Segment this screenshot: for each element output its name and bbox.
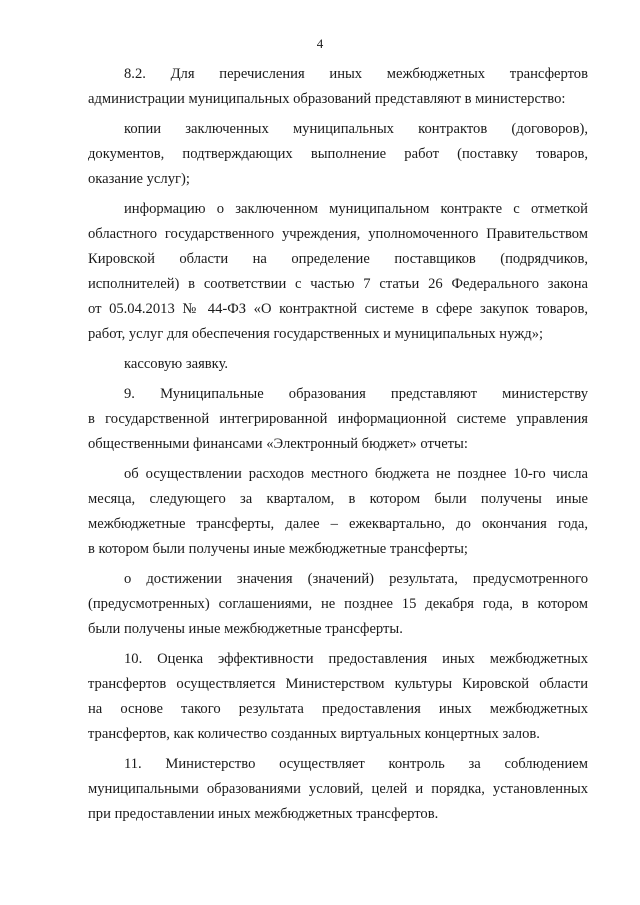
text-line: в котором были получены иные межбюджетные трансферты; (88, 541, 468, 557)
text-line: об осуществлении расходов местного бюджета не позднее 10-го числа (124, 466, 588, 482)
page-number: 4 (316, 36, 324, 51)
text-line: исполнителей) в соответствии с частью 7 статьи 26 Федерального закона (88, 276, 588, 292)
text-line: в государственной интегрированной информационной системе управления (88, 411, 588, 427)
text-line: на основе такого результата предоставления иных межбюджетных (88, 701, 588, 717)
text-line: документов, подтверждающих выполнение работ (поставку товаров, (88, 146, 588, 162)
text-line: межбюджетные трансферты, далее – ежеквартально, до окончания года, (88, 516, 588, 532)
text-line: оказание услуг); (88, 171, 190, 187)
text-line: месяца, следующего за кварталом, в котором были получены иные (88, 491, 588, 507)
text-line: 8.2. Для перечисления иных межбюджетных трансфертов (124, 66, 588, 82)
text-line: муниципальными образованиями условий, целей и порядка, установленных (88, 781, 588, 797)
text-line: 9. Муниципальные образования представляют министерству (124, 386, 588, 402)
text-line: информацию о заключенном муниципальном контракте с отметкой (124, 201, 588, 217)
text-line: 10. Оценка эффективности предоставления иных межбюджетных (124, 651, 588, 667)
text-line: областного государственного учреждения, уполномоченного Правительством (88, 226, 588, 242)
text-line: Кировской области на определение поставщиков (подрядчиков, (88, 251, 588, 267)
text-line: от 05.04.2013 № 44-ФЗ «О контрактной системе в сфере закупок товаров, (88, 301, 588, 317)
text-line: копии заключенных муниципальных контрактов (договоров), (124, 121, 588, 137)
text-line: 11. Министерство осуществляет контроль за соблюдением (124, 756, 588, 772)
text-line: (предусмотренных) соглашениями, не позднее 15 декабря года, в котором (88, 596, 588, 612)
text-line: трансфертов осуществляется Министерством культуры Кировской области (88, 676, 588, 692)
text-line: были получены иные межбюджетные трансферты. (88, 621, 403, 637)
text-line: кассовую заявку. (124, 356, 229, 372)
document-body (88, 62, 588, 827)
text-line: о достижении значения (значений) результата, предусмотренного (124, 571, 588, 587)
text-line: при предоставлении иных межбюджетных трансфертов. (88, 806, 439, 822)
text-line: работ, услуг для обеспечения государственных и муниципальных нужд»; (88, 326, 544, 342)
text-line: администрации муниципальных образований представляют в министерство: (88, 91, 566, 107)
text-line: общественными финансами «Электронный бюджет» отчеты: (88, 436, 468, 452)
text-line: трансфертов, как количество созданных виртуальных концертных залов. (88, 726, 540, 742)
